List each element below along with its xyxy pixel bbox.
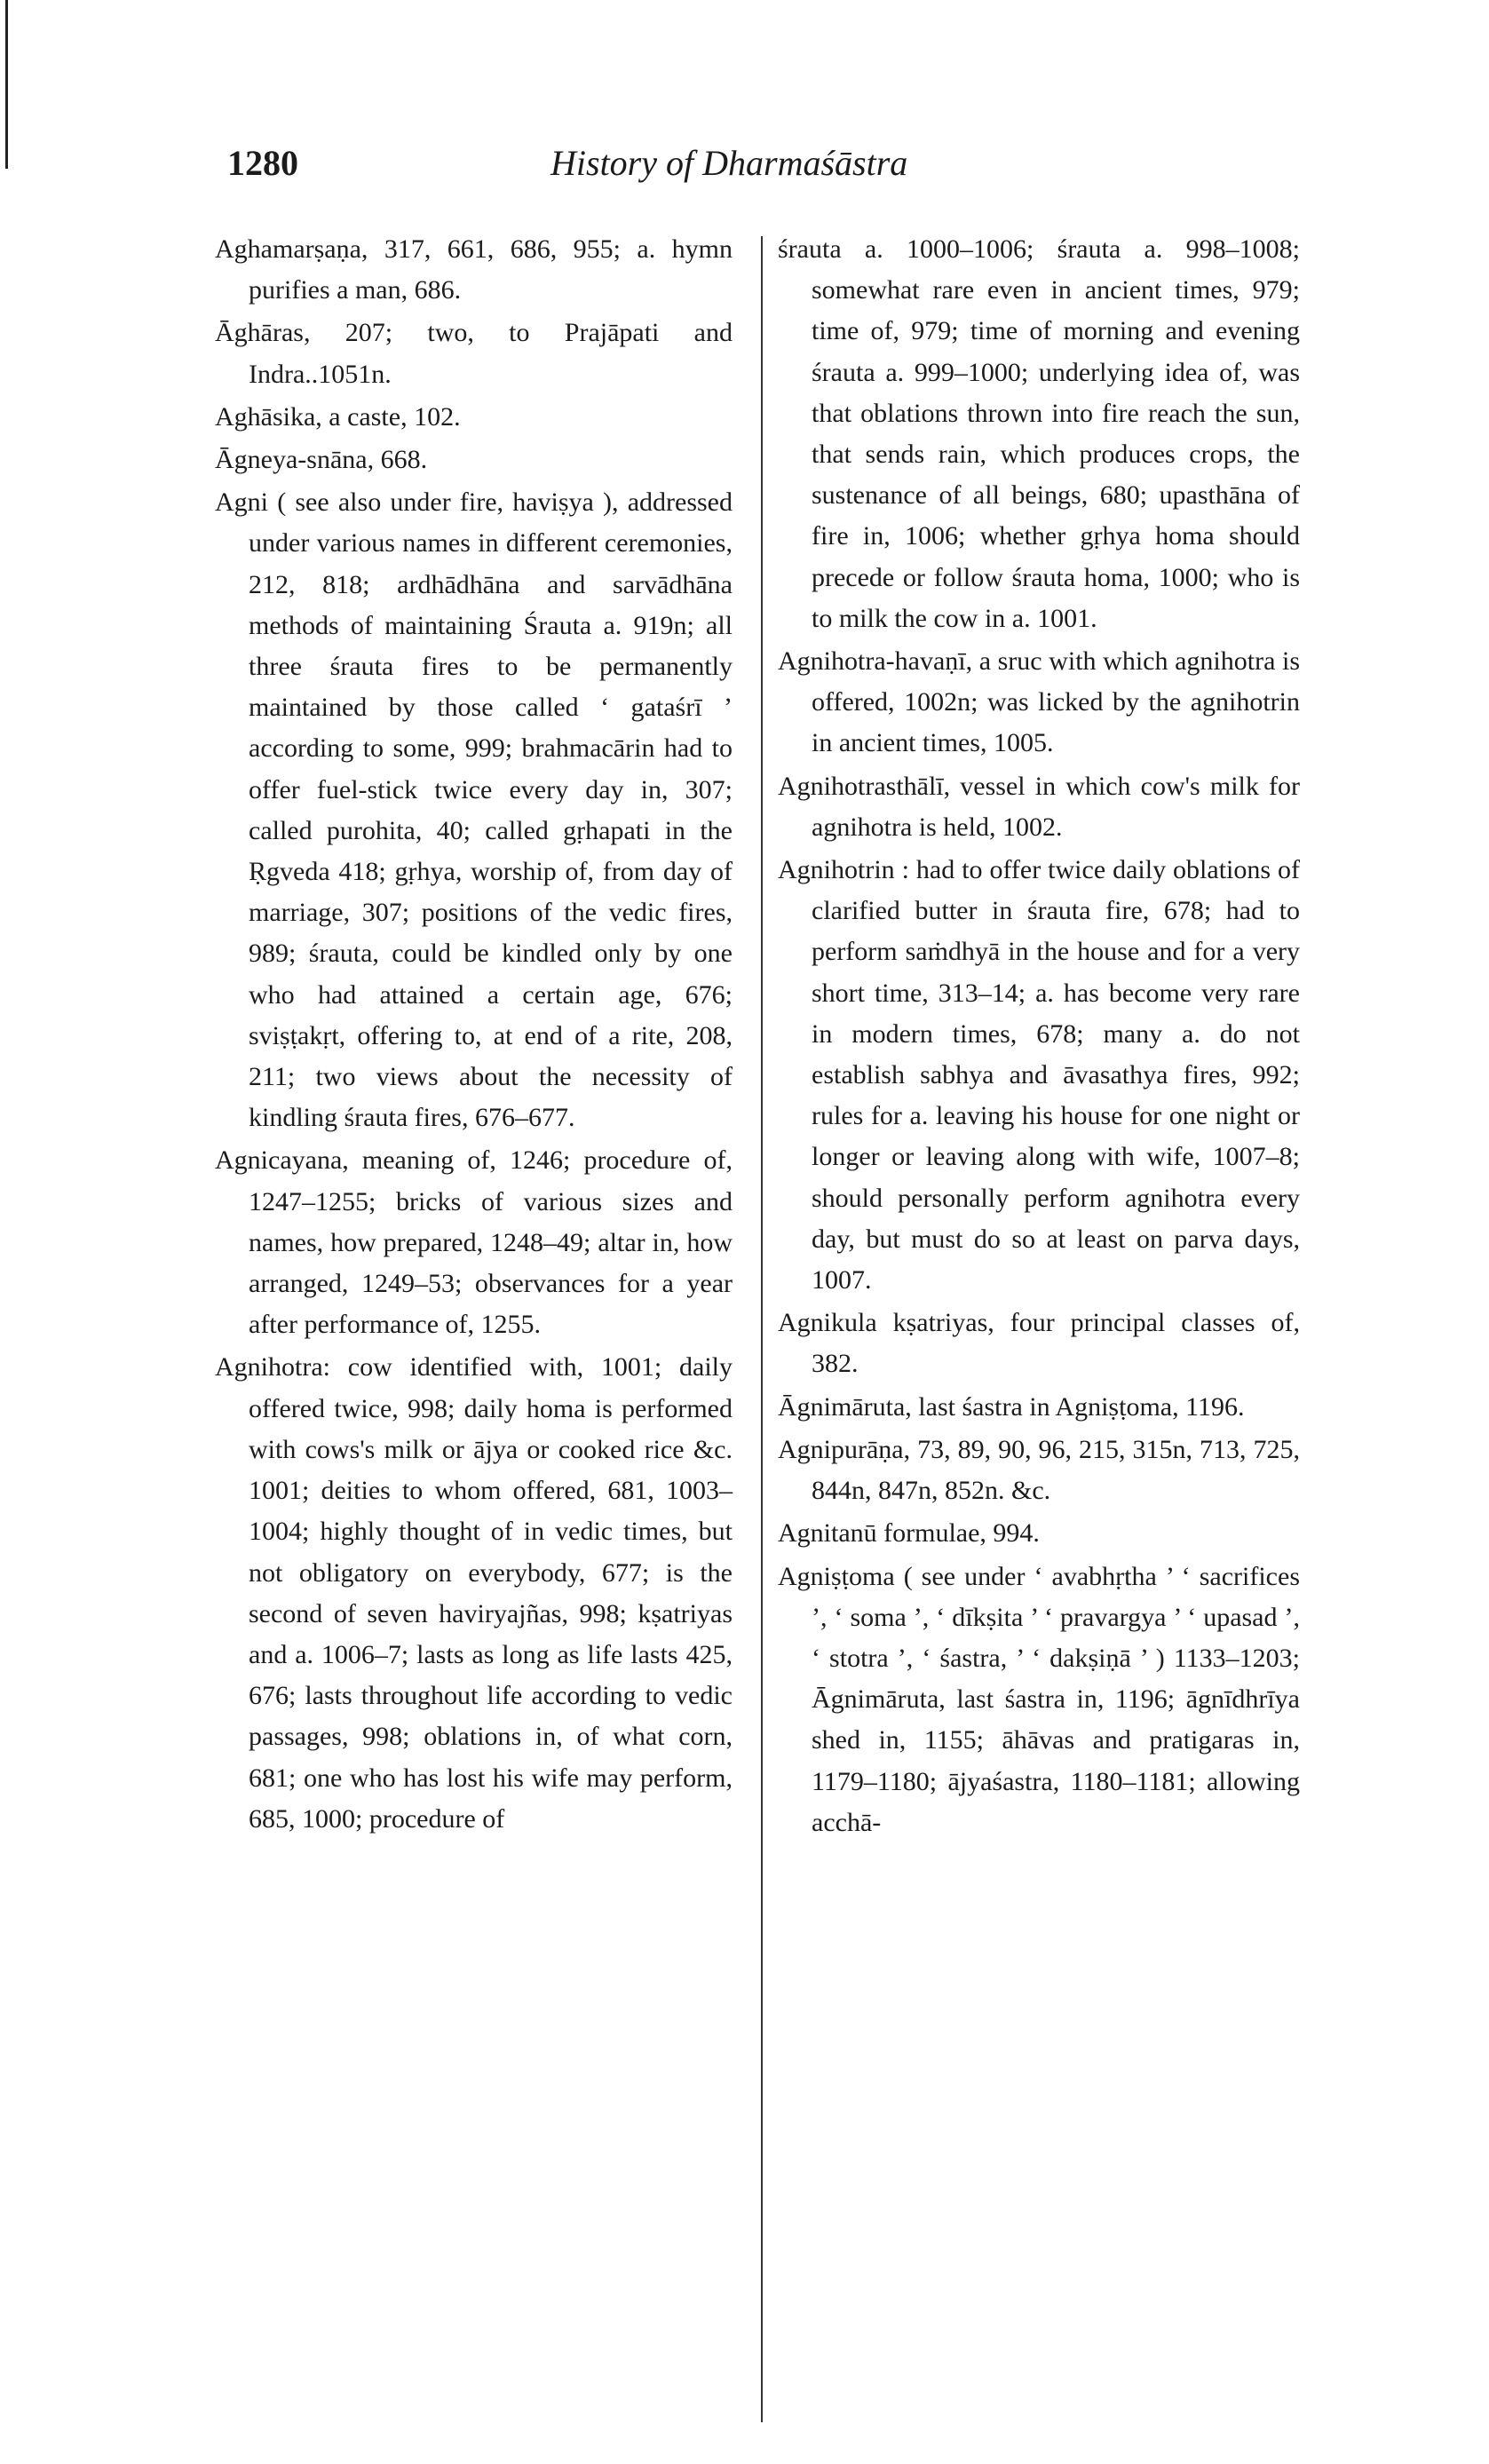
- index-entry: Agnicayana, meaning of, 1246; procedure of, 1247–1255; bricks of various sizes and names, how prepared, 1248–49; altar in, how arranged, 1249–53; observances for a year after performance of, 1255.: [215, 1145, 733, 1340]
- column-divider: [761, 236, 763, 2422]
- index-entry: Āgneya-snāna, 668.: [215, 445, 428, 475]
- index-entry: Agnihotra-havaṇī, a sruc with which agnihotra is offered, 1002n; was licked by the agnihotrin in ancient times, 1005.: [778, 646, 1300, 758]
- index-entry: Aghamarṣaṇa, 317, 661, 686, 955; a. hymn purifies a man, 686.: [215, 234, 733, 305]
- index-entry: Āghāras, 207; two, to Prajāpati and Indra..1051n.: [215, 318, 733, 389]
- index-entry: Āgnimāruta, last śastra in Agniṣṭoma, 1196.: [778, 1391, 1245, 1422]
- index-entry: Agni ( see also under fire, haviṣya ), addressed under various names in different ceremonies, 212, 818; ardhādhāna and sarvādhāna methods of maintaining Śrauta a. 919n; all three śrauta fires to be permanently maintained by those called ‘ gataśrī ’ according to some, 999; brahmacārin had to offer fuel-stick twice every day in, 307; called purohita, 40; called gṛhapati in the Ṛgveda 418; gṛhya, worship of, from day of marriage, 307; positions of the vedic fires, 989; śrauta, could be kindled only by one who had attained a certain age, 676; sviṣṭakṛt, offering to, at end of a rite, 208, 211; two views about the necessity of kindling śrauta fires, 676–677.: [215, 487, 733, 1133]
- page-number: 1280: [227, 143, 298, 183]
- right-column: [778, 229, 1300, 1845]
- index-entry: Agnikula kṣatriyas, four principal classes of, 382.: [778, 1308, 1300, 1379]
- index-entry-continued: śrauta a. 1000–1006; śrauta a. 998–1008; somewhat rare even in ancient times, 979; time of, 979; time of morning and evening śrauta a. 999–1000; underlying idea of, was that oblations thrown into fire reach the sun, that sends rain, which produces crops, the sustenance of all beings, 680; upasthāna of fire in, 1006; whether gṛhya homa should precede or follow śrauta homa, 1000; who is to milk the cow in a. 1001.: [778, 234, 1300, 633]
- index-entry: Agnihotrin : had to offer twice daily oblations of clarified butter in śrauta fire, 678; had to perform saṁdhyā in the house and for a very short time, 313–14; a. has become very rare in modern times, 678; many a. do not establish sabhya and āvasathya fires, 992; rules for a. leaving his house for one night or longer or leaving along with wife, 1007–8; should personally perform agnihotra every day, but must do so at least on parva days, 1007.: [778, 855, 1300, 1295]
- index-entry: Agnihotra: cow identified with, 1001; daily offered twice, 998; daily homa is performed with cows's milk or ājya or cooked rice &c. 1001; deities to whom offered, 681, 1003–1004; highly thought of in vedic times, but not obligatory on everybody, 677; is the second of seven haviryajñas, 998; kṣatriyas and a. 1006–7; lasts as long as life lasts 425, 676; lasts throughout life according to vedic passages, 998; oblations in, of what corn, 681; one who has lost his wife may perform, 685, 1000; procedure of: [215, 1352, 733, 1834]
- scan-edge-mark: [5, 0, 8, 169]
- running-title: History of Dharmaśāstra: [550, 143, 908, 183]
- index-entry: Aghāsika, a caste, 102.: [215, 401, 461, 432]
- left-column: [215, 229, 733, 1842]
- index-entry: Agniṣṭoma ( see under ‘ avabhṛtha ’ ‘ sacrifices ’, ‘ soma ’, ‘ dīkṣita ’ ‘ pravargya ’ ‘ upasad ’, ‘ stotra ’, ‘ śastra, ’ ‘ dakṣiṇā ’ ) 1133–1203; Āgnimāruta, last śastra in, 1196; āgnīdhrīya shed in, 1155; āhāvas and pratigaras in, 1179–1180; ājyaśastra, 1180–1181; allowing acchā-: [778, 1561, 1300, 1837]
- page-header: [227, 142, 1293, 195]
- index-entry: Agnihotrasthālī, vessel in which cow's milk for agnihotra is held, 1002.: [778, 771, 1300, 842]
- index-entry: Agnipurāṇa, 73, 89, 90, 96, 215, 315n, 713, 725, 844n, 847n, 852n. &c.: [778, 1434, 1300, 1506]
- index-entry: Agnitanū formulae, 994.: [778, 1518, 1040, 1549]
